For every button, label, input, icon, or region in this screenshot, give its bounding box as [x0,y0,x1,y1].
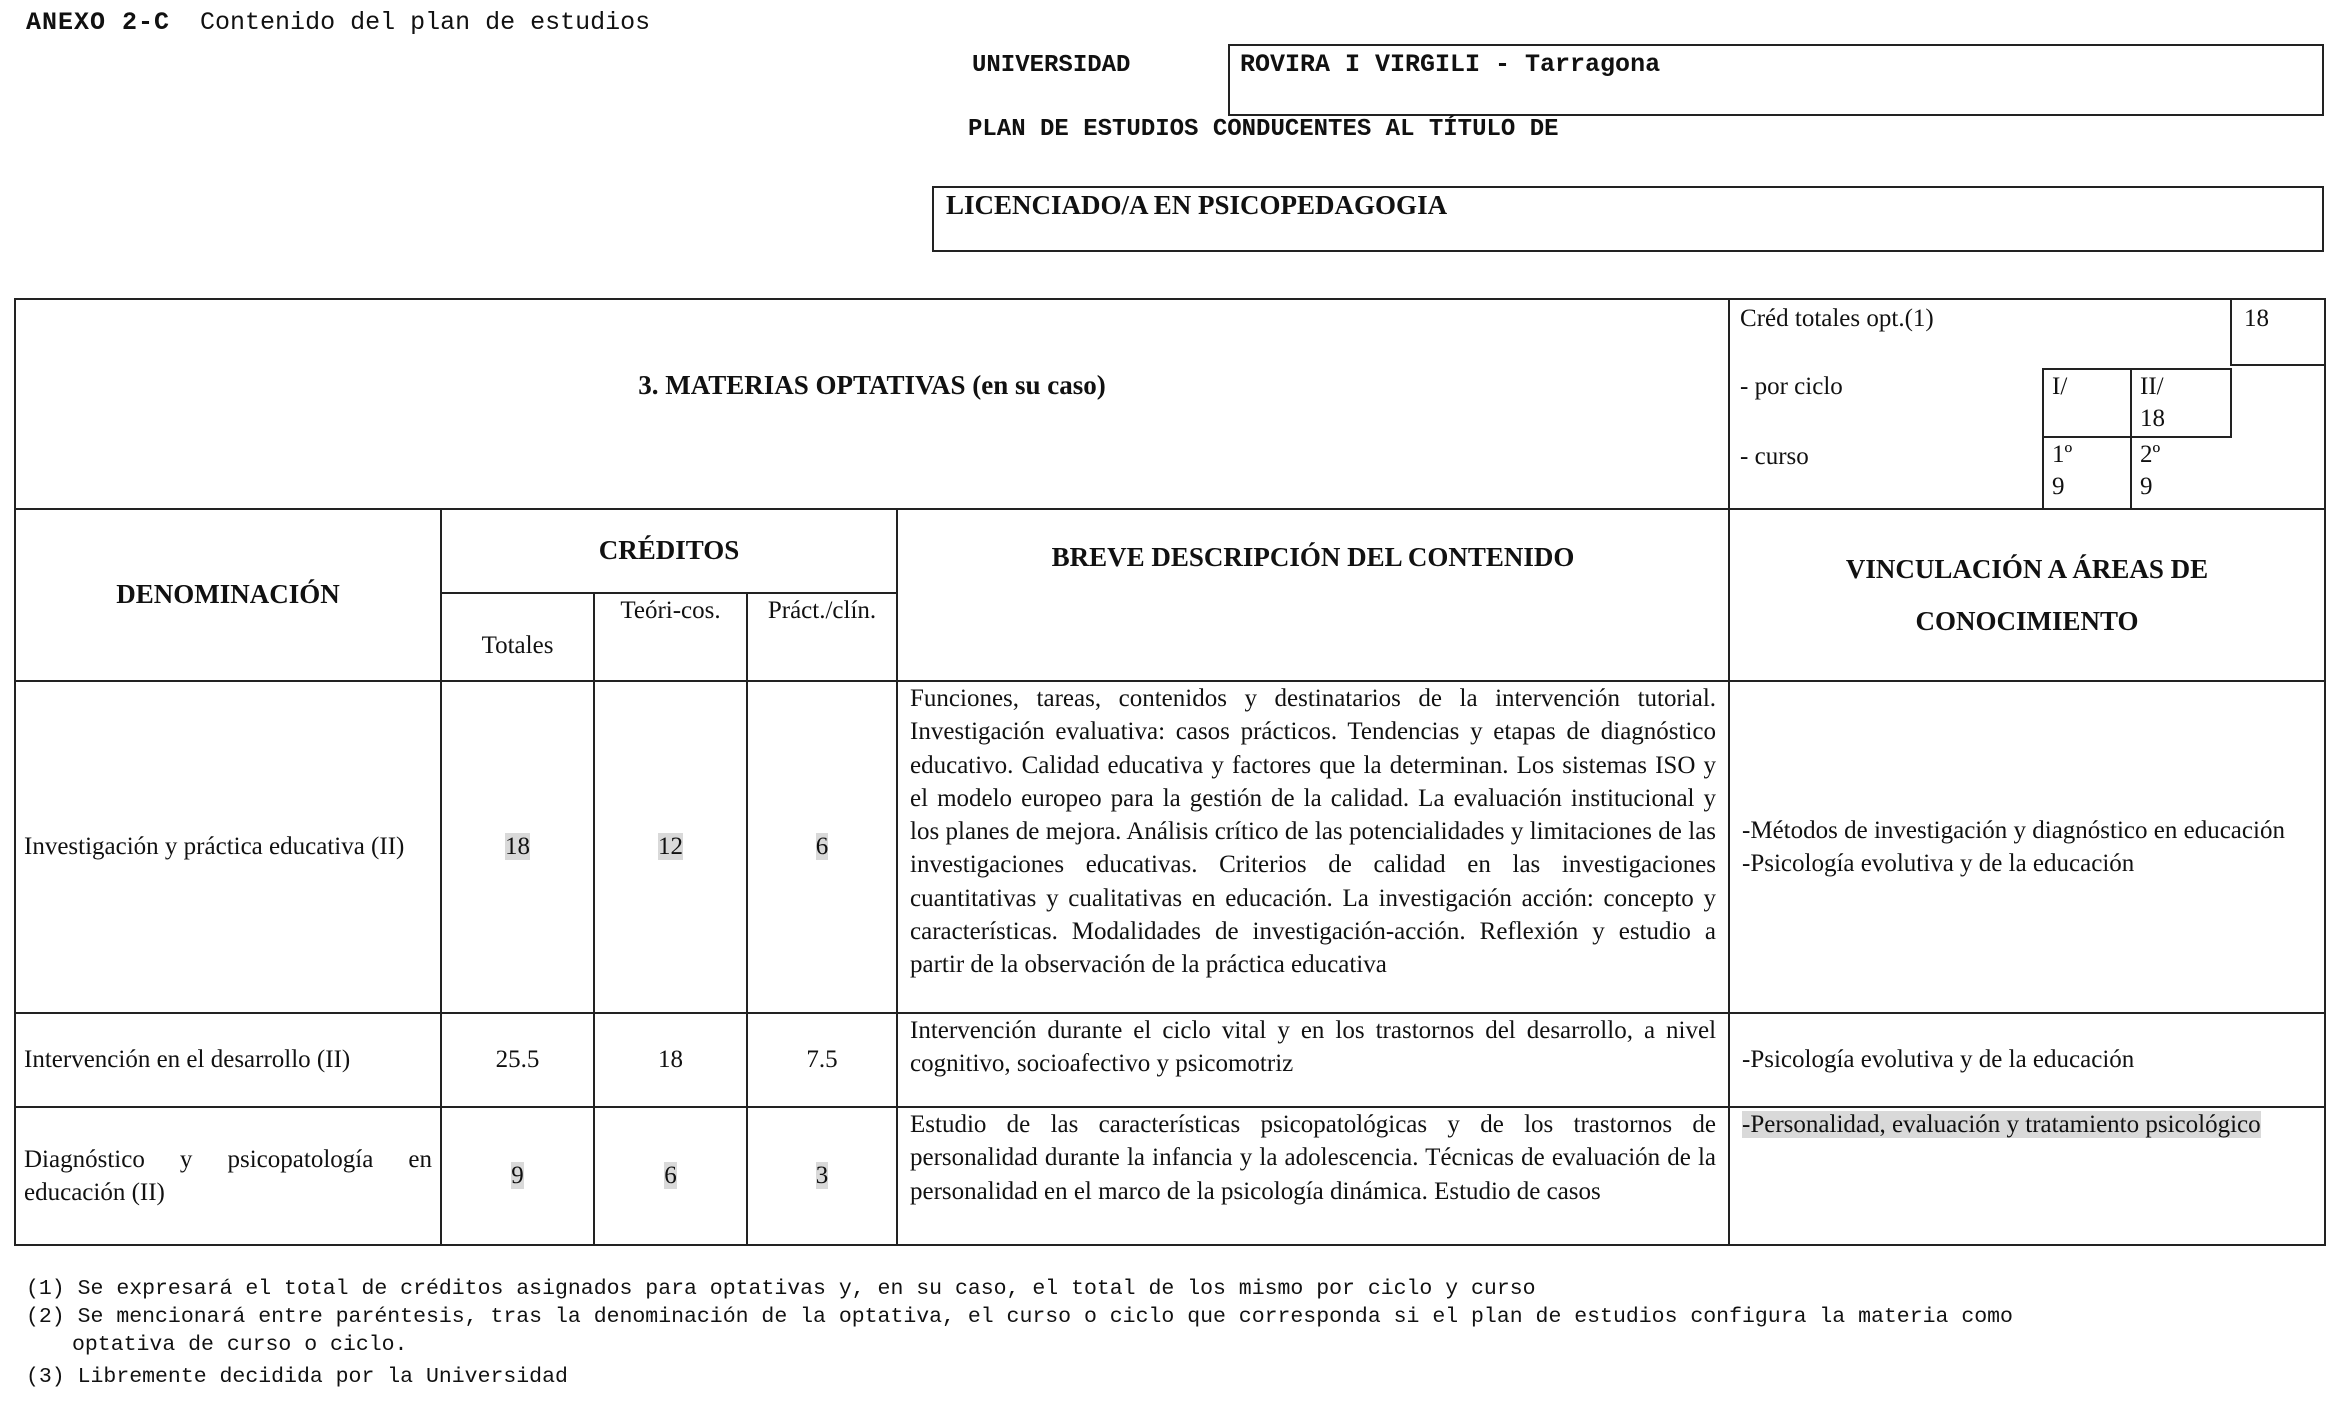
table-row [15,1107,2325,1245]
optional-subjects-table [14,298,2326,1246]
row-area: -Métodos de investigación y diagnóstico en educación [1742,816,2285,844]
footnote-3: (3) Libremente decidida por la Universidad [26,1365,568,1389]
total-optional-credits-value: 18 [2244,305,2270,332]
plan-label: PLAN DE ESTUDIOS CONDUCENTES AL TÍTULO DE [968,116,1559,143]
per-cycle-box [2042,368,2232,438]
vinculacion-header-line-2: CONOCIMIENTO [1915,606,2139,636]
per-cycle-label: - por ciclo [1740,373,1843,400]
teoricos-header: Teóri-cos. [594,593,747,681]
row-denominacion: Investigación y práctica educativa (II) [15,681,441,1013]
university-label: UNIVERSIDAD [972,52,1131,79]
university-value: ROVIRA I VIRGILI - Tarragona [1240,50,1661,79]
row-areas [1729,1013,2325,1107]
creditos-header: CRÉDITOS [441,509,897,593]
row-teoricos: 6 [594,1107,747,1245]
footnote-1: (1) Se expresará el total de créditos asignados para optativas y, en su caso, el total de los mismo por ciclo y curso [26,1277,1536,1301]
annex-title: Contenido del plan de estudios [200,8,651,37]
descripcion-header: BREVE DESCRIPCIÓN DEL CONTENIDO [897,509,1729,681]
optional-section-title: 3. MATERIAS OPTATIVAS (en su caso) [15,299,1729,509]
row-descripcion: Intervención durante el ciclo vital y en los trastornos del desarrollo, a nivel cognitivo, socioafectivo y psicomotriz [897,1013,1729,1107]
row-practicos: 7.5 [747,1013,897,1107]
degree-title: LICENCIADO/A EN PSICOPEDAGOGIA [946,190,1448,220]
row-denominacion: Diagnóstico y psicopatología en educación (II) [15,1107,441,1245]
row-area: -Psicología evolutiva y de la educación [1742,850,2135,877]
row-totales: 25.5 [441,1013,594,1107]
cycle-divider [2130,368,2132,508]
course-label: - curso [1740,443,1809,470]
footnote-2: (2) Se mencionará entre paréntesis, tras la denominación de la optativa, el curso o ciclo que corresponda si el plan de estudios configura la materia como [26,1305,2013,1329]
row-areas [1729,1107,2325,1245]
denominacion-header: DENOMINACIÓN [15,509,441,681]
course-2-label: 2º [2140,441,2161,468]
row-teoricos: 12 [594,681,747,1013]
row-totales: 9 [441,1107,594,1245]
cycle-2-value: 18 [2140,405,2166,432]
footnote-2-continued: optativa de curso o ciclo. [72,1333,408,1357]
course-2-value: 9 [2140,473,2153,500]
row-areas [1729,681,2325,1013]
cycle-1-label: I/ [2052,373,2068,400]
credits-summary-panel [1729,299,2325,509]
course-1-label: 1º [2052,441,2073,468]
course-left-line [2042,436,2044,510]
row-practicos: 6 [747,681,897,1013]
row-descripcion: Estudio de las características psicopatológicas y de los trastornos de personalidad durante la infancia y la adolescencia. Técnicas de evaluación de la personalidad en el marco de la psicología dinámica. Estudio de casos [897,1107,1729,1245]
annex-heading [26,8,650,37]
totales-header: Totales [441,593,594,681]
vinculacion-header [1729,509,2325,681]
row-teoricos: 18 [594,1013,747,1107]
row-area: -Personalidad, evaluación y tratamiento psicológico [1742,1111,2261,1138]
cycle-2-label: II/ [2140,373,2164,400]
row-area: -Psicología evolutiva y de la educación [1742,1046,2135,1074]
row-totales: 18 [441,681,594,1013]
vinculacion-header-line-1: VINCULACIÓN A ÁREAS DE [1845,554,2209,584]
total-optional-credits-label: Créd totales opt.(1) [1740,305,1934,332]
table-row [15,681,2325,1013]
row-denominacion: Intervención en el desarrollo (II) [15,1013,441,1107]
practicos-header: Práct./clín. [747,593,897,681]
course-1-value: 9 [2052,473,2065,500]
table-row [15,1013,2325,1107]
row-practicos: 3 [747,1107,897,1245]
annex-code: ANEXO 2-C [26,8,171,37]
row-descripcion: Funciones, tareas, contenidos y destinatarios de la intervención tutorial. Investigación evaluativa: casos prácticos. Tendencias y etapas de diagnóstico educativo. Calidad educativa y factores que la determinan. Los sistemas ISO y el modelo europeo para la gestión de la calidad. La evaluación institucional y los planes de mejora. Análisis crítico de las potencialidades y limitaciones de las investigaciones educativas. Criterios de calidad en las investigaciones cuantitativas y cualitativas en educación. La investigación acción: concepto y características. Modalidades de investigación-acción. Reflexión y estudio a partir de la observación de la práctica educativa [897,681,1729,1013]
